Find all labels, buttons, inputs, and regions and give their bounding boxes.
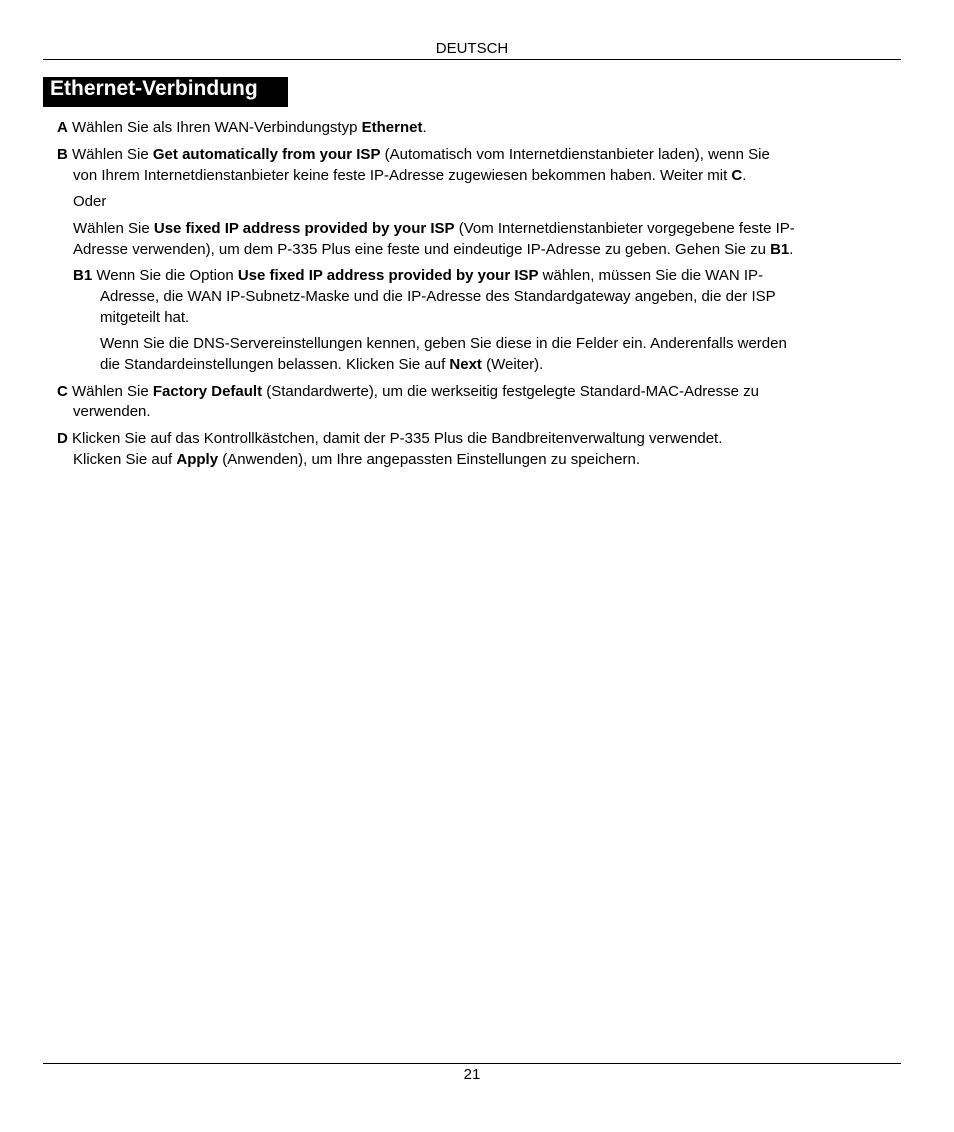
step-b-alt-text2: (Vom Internetdienstanbieter vorgegebene feste IP- <box>454 220 795 237</box>
step-b-alt-text: Wählen Sie <box>73 220 154 237</box>
step-b-alt-line1 <box>73 218 795 239</box>
step-b-line2 <box>73 165 746 186</box>
step-b1-dns-line2 <box>100 354 543 375</box>
step-c-text2: (Standardwerte), um die werkseitig festgelegte Standard-MAC-Adresse zu <box>262 383 759 400</box>
step-b1-line3: mitgeteilt hat. <box>100 309 190 326</box>
step-a-bold: Ethernet <box>361 119 423 136</box>
step-b-line1 <box>57 144 770 165</box>
step-b1-dns-text: die Standardeinstellungen belassen. Klicken Sie auf <box>100 356 450 373</box>
step-a-label: A <box>57 119 68 136</box>
step-b1-text: Wenn Sie die Option <box>92 267 238 284</box>
step-d-label: D <box>57 430 68 447</box>
step-b1-line2: Adresse, die WAN IP-Subnetz-Maske und die IP-Adresse des Standardgateway angeben, die der ISP <box>100 288 776 305</box>
footer-rule <box>43 1063 901 1064</box>
step-b1-dns-line1: Wenn Sie die DNS-Servereinstellungen kennen, geben Sie diese in die Felder ein. Anderenfalls werden <box>100 335 787 352</box>
step-b-alt-line2-text: Adresse verwenden), um dem P-335 Plus eine feste und eindeutige IP-Adresse zu geben. Gehen Sie zu <box>73 241 771 258</box>
step-b-alt-line2-end: . <box>789 241 794 258</box>
step-b-text2: (Automatisch vom Internetdienstanbieter laden), wenn Sie <box>380 146 770 163</box>
step-d-line1 <box>57 428 722 449</box>
step-c-bold: Factory Default <box>152 383 263 400</box>
section-title <box>43 77 288 107</box>
step-b-bold: Get automatically from your ISP <box>152 146 381 163</box>
step-b-line2-bold: C <box>731 167 743 184</box>
section-title-text: Ethernet-Verbindung <box>50 77 258 100</box>
step-b1-line1 <box>73 265 763 286</box>
step-a-end: . <box>422 119 427 136</box>
step-b-line2-text: von Ihrem Internetdienstanbieter keine feste IP-Adresse zugewiesen bekommen haben. Weiter mit <box>73 167 732 184</box>
step-b-alt-bold: Use fixed IP address provided by your ISP <box>153 220 455 237</box>
step-c-label: C <box>57 383 68 400</box>
step-d-line2 <box>73 449 640 470</box>
step-d-line2-end: (Anwenden), um Ihre angepassten Einstellungen zu speichern. <box>218 451 640 468</box>
header-rule <box>43 59 901 60</box>
step-c-text: Wählen Sie <box>72 383 153 400</box>
step-b-alt-line2-bold: B1 <box>770 241 790 258</box>
step-c-line2: verwenden. <box>73 403 151 420</box>
step-b1-bold: Use fixed IP address provided by your ISP <box>237 267 539 284</box>
step-a-text: Wählen Sie als Ihren WAN-Verbindungstyp <box>72 119 362 136</box>
step-d-line2-bold: Apply <box>176 451 219 468</box>
step-b1-text2: wählen, müssen Sie die WAN IP- <box>538 267 764 284</box>
step-b-text: Wählen Sie <box>72 146 153 163</box>
step-b1-label: B1 <box>73 267 93 284</box>
step-b1-dns-end: (Weiter). <box>481 356 544 373</box>
step-c-line1 <box>57 381 759 402</box>
step-b1-dns-bold: Next <box>449 356 482 373</box>
step-a <box>57 117 427 138</box>
step-b-or: Oder <box>73 193 107 210</box>
step-b-line2-end: . <box>742 167 747 184</box>
step-d-line2-text: Klicken Sie auf <box>73 451 177 468</box>
page-number: 21 <box>463 1066 481 1083</box>
step-b-alt-line2 <box>73 239 793 260</box>
step-d-text: Klicken Sie auf das Kontrollkästchen, damit der P-335 Plus die Bandbreitenverwaltung verwendet. <box>72 430 723 447</box>
running-header-language: DEUTSCH <box>435 40 509 57</box>
step-b-label: B <box>57 146 68 163</box>
